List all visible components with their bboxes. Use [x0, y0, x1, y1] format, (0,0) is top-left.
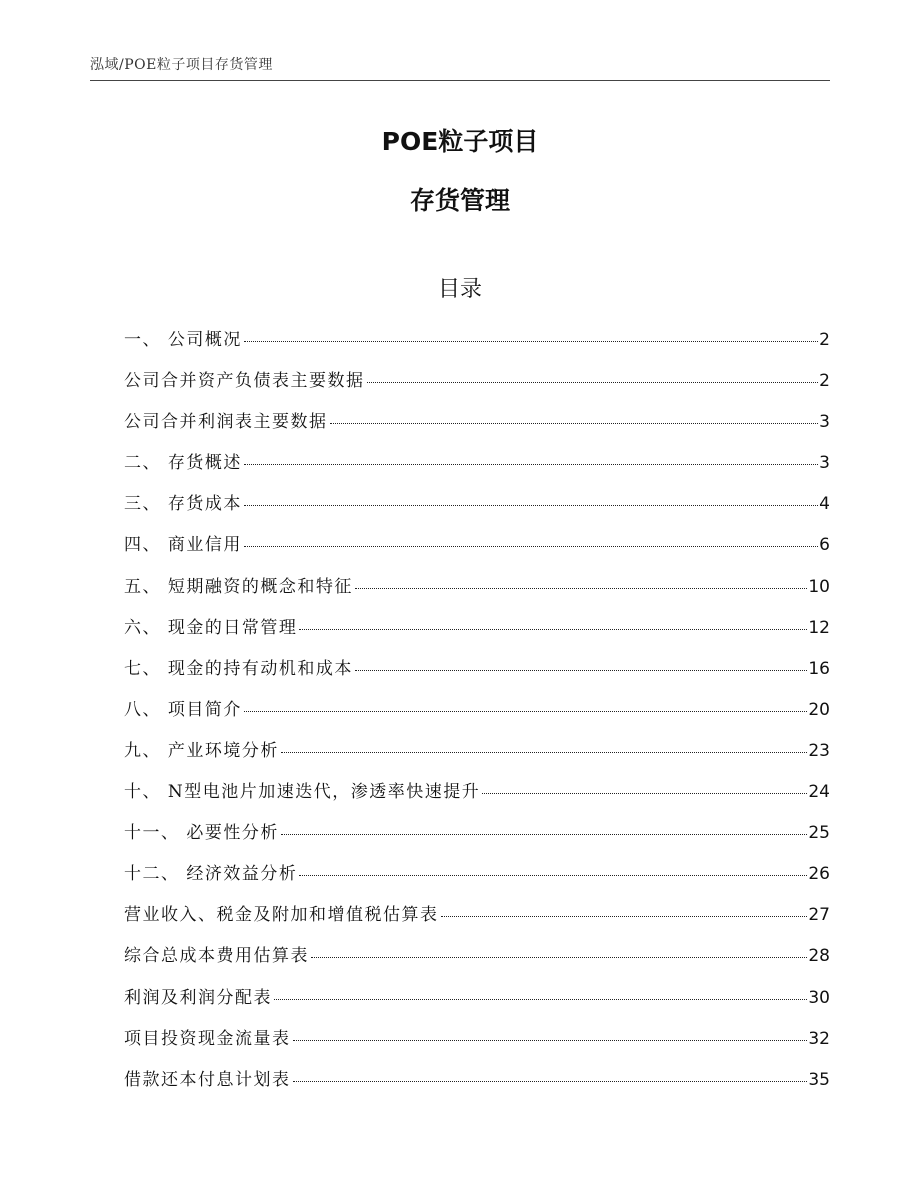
toc-entry-page-number: 25	[808, 823, 830, 844]
toc-entry[interactable]	[124, 777, 830, 818]
toc-dot-leader	[330, 423, 819, 424]
toc-entry-label: 十二、 经济效益分析	[124, 864, 298, 885]
toc-dot-leader	[355, 670, 807, 671]
toc-entry[interactable]	[124, 1065, 830, 1106]
toc-entry[interactable]	[124, 736, 830, 777]
toc-entry-label: 四、 商业信用	[124, 535, 242, 556]
toc-entry-label: 营业收入、税金及附加和增值税估算表	[124, 905, 439, 926]
toc-entry-label: 十、 N型电池片加速迭代，渗透率快速提升	[124, 782, 481, 803]
toc-entry[interactable]	[124, 695, 830, 736]
toc-entry-page-number: 2	[819, 330, 830, 350]
toc-entry[interactable]	[124, 818, 830, 859]
toc-entry[interactable]	[124, 859, 830, 900]
toc-entry[interactable]	[124, 530, 830, 571]
toc-dot-leader	[281, 752, 807, 753]
toc-entry-label: 公司合并资产负债表主要数据	[124, 371, 365, 392]
toc-entry-page-number: 6	[819, 535, 830, 556]
toc-entry-label: 二、 存货概述	[124, 453, 242, 474]
toc-dot-leader	[355, 588, 807, 589]
header-divider	[90, 80, 830, 81]
toc-entry-label: 一、 公司概况	[124, 330, 242, 350]
toc-entry-label: 三、 存货成本	[124, 494, 242, 515]
toc-dot-leader	[244, 341, 818, 342]
toc-entry[interactable]	[124, 613, 830, 654]
toc-entry-page-number: 16	[808, 658, 830, 679]
toc-entry[interactable]	[124, 325, 830, 366]
toc-dot-leader	[293, 1081, 808, 1082]
toc-dot-leader	[281, 834, 807, 835]
toc-entry[interactable]	[124, 654, 830, 695]
toc-dot-leader	[274, 999, 807, 1000]
document-subtitle: 存货管理	[409, 186, 510, 215]
toc-entry-label: 五、 短期融资的概念和特征	[124, 576, 353, 597]
toc-entry-page-number: 20	[808, 699, 830, 720]
toc-entry[interactable]	[124, 366, 830, 407]
toc-entry[interactable]	[124, 572, 830, 613]
document-title: POE粒子项目	[381, 127, 539, 156]
toc-entry-page-number: 32	[808, 1028, 830, 1049]
toc-entry-label: 八、 项目简介	[124, 699, 242, 720]
toc-entry[interactable]	[124, 900, 830, 941]
toc-entry-label: 七、 现金的持有动机和成本	[124, 658, 353, 679]
toc-dot-leader	[244, 546, 818, 547]
toc-entry[interactable]	[124, 941, 830, 982]
toc-entry-label: 十一、 必要性分析	[124, 823, 279, 844]
toc-dot-leader	[244, 711, 807, 712]
toc-entry[interactable]	[124, 489, 830, 530]
toc-entry-page-number: 35	[808, 1069, 830, 1090]
toc-entry[interactable]	[124, 448, 830, 489]
toc-entry[interactable]	[124, 983, 830, 1024]
toc-entry-page-number: 3	[819, 412, 830, 433]
toc-dot-leader	[299, 875, 807, 876]
running-header: 泓域/POE粒子项目存货管理	[90, 57, 273, 73]
toc-entry-page-number: 3	[819, 453, 830, 474]
toc-entry-label: 公司合并利润表主要数据	[124, 412, 328, 433]
toc-dot-leader	[244, 505, 818, 506]
toc-entry[interactable]	[124, 1024, 830, 1065]
toc-dot-leader	[367, 382, 819, 383]
toc-dot-leader	[441, 916, 808, 917]
toc-dot-leader	[311, 957, 807, 958]
toc-entry-label: 借款还本付息计划表	[124, 1069, 291, 1090]
toc-entry-page-number: 4	[819, 494, 830, 515]
toc-dot-leader	[299, 629, 807, 630]
toc-entry[interactable]	[124, 407, 830, 448]
toc-entry-page-number: 12	[808, 617, 830, 638]
toc-entry-label: 项目投资现金流量表	[124, 1028, 291, 1049]
toc-heading: 目录	[437, 277, 482, 302]
table-of-contents	[124, 325, 830, 1106]
toc-entry-page-number: 24	[808, 782, 830, 803]
toc-entry-label: 综合总成本费用估算表	[124, 946, 309, 967]
toc-entry-page-number: 2	[819, 371, 830, 392]
toc-entry-label: 利润及利润分配表	[124, 987, 272, 1008]
toc-entry-page-number: 28	[808, 946, 830, 967]
toc-dot-leader	[482, 793, 807, 794]
toc-entry-page-number: 30	[808, 987, 830, 1008]
toc-dot-leader	[293, 1040, 808, 1041]
toc-entry-page-number: 23	[808, 740, 830, 761]
toc-entry-label: 九、 产业环境分析	[124, 740, 279, 761]
toc-dot-leader	[244, 464, 818, 465]
toc-entry-page-number: 26	[808, 864, 830, 885]
toc-entry-page-number: 10	[808, 576, 830, 597]
toc-entry-label: 六、 现金的日常管理	[124, 617, 298, 638]
toc-entry-page-number: 27	[808, 905, 830, 926]
